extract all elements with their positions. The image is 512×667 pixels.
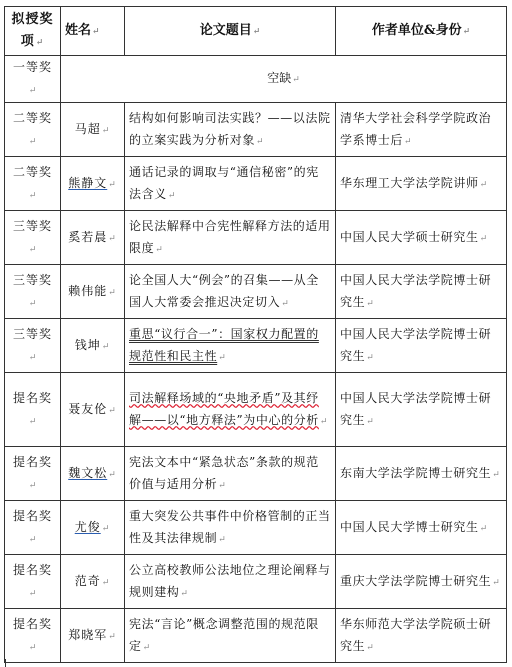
unit-cell: 中国人民大学法学院博士研究生↵ [336,265,507,319]
table-header-row [5,7,507,56]
table-row [5,103,507,157]
unit-cell: 中国人民大学法学院博士研究生↵ [336,373,507,447]
title-cell: 论民法解释中合宪性解释方法的适用限度↵ [125,211,336,265]
unit-cell: 中国人民大学博士研究生↵ [336,501,507,555]
header-title: 论文题目↵ [125,7,336,56]
header-name: 姓名↵ [61,7,125,56]
award-cell: 提名奖↵ [5,373,61,447]
table-row [5,265,507,319]
table-row [5,211,507,265]
award-cell: 一等奖↵ [5,56,61,103]
unit-cell: 华东理工大学法学院讲师↵ [336,157,507,211]
header-award: 拟授奖项↵ [5,7,61,56]
award-cell: 三等奖↵ [5,265,61,319]
table-row [5,157,507,211]
title-cell: 宪法文本中“紧急状态”条款的规范价值与适用分析↵ [125,447,336,501]
name-cell: 尤俊↵ [61,501,125,555]
name-cell: 范奇↵ [61,555,125,609]
award-table [4,6,507,663]
unit-cell: 东南大学法学院博士研究生↵ [336,447,507,501]
award-cell: 二等奖↵ [5,103,61,157]
award-cell: 二等奖↵ [5,157,61,211]
award-cell: 提名奖↵ [5,555,61,609]
table-row [5,319,507,373]
title-cell: 宪法“言论”概念调整范围的规范限定↵ [125,609,336,663]
title-cell: 重思“议行合一”：国家权力配置的规范性和民主性↵ [125,319,336,373]
table-row [5,373,507,447]
title-cell: 司法解释场域的“央地矛盾”及其纾解——以“地方释法”为中心的分析↵ [125,373,336,447]
title-cell: 论全国人大“例会”的召集——从全国人大常委会推迟决定切入↵ [125,265,336,319]
name-cell: 熊静文↵ [61,157,125,211]
unit-cell: 华东师范大学法学院硕士研究生↵ [336,609,507,663]
award-cell: 提名奖↵ [5,447,61,501]
unit-cell: 中国人民大学法学院博士研究生↵ [336,319,507,373]
title-cell: 重大突发公共事件中价格管制的正当性及其法律规制↵ [125,501,336,555]
paragraph-mark [5,659,6,667]
award-cell: 提名奖↵ [5,609,61,663]
award-cell: 三等奖↵ [5,211,61,265]
award-cell: 提名奖↵ [5,501,61,555]
unit-cell: 中国人民大学硕士研究生↵ [336,211,507,265]
award-cell: 三等奖↵ [5,319,61,373]
table-row [5,555,507,609]
table-row [5,447,507,501]
name-cell: 钱坤↵ [61,319,125,373]
name-cell: 聂友伦↵ [61,373,125,447]
title-cell: 公立高校教师公法地位之理论阐释与规则建构↵ [125,555,336,609]
table-row-first-prize [5,56,507,103]
name-cell: 赖伟能↵ [61,265,125,319]
name-cell: 魏文松↵ [61,447,125,501]
vacant-cell: 空缺↵ [61,56,507,103]
header-unit: 作者单位&身份↵ [336,7,507,56]
title-cell: 通话记录的调取与“通信秘密”的宪法含义↵ [125,157,336,211]
name-cell: 奚若晨↵ [61,211,125,265]
table-row [5,609,507,663]
name-cell: 郑晓军↵ [61,609,125,663]
table-row [5,501,507,555]
award-list-document [4,6,506,663]
unit-cell: 重庆大学法学院博士研究生↵ [336,555,507,609]
title-cell: 结构如何影响司法实践？——以法院的立案实践为分析对象↵ [125,103,336,157]
name-cell: 马超↵ [61,103,125,157]
unit-cell: 清华大学社会科学学院政治学系博士后↵ [336,103,507,157]
